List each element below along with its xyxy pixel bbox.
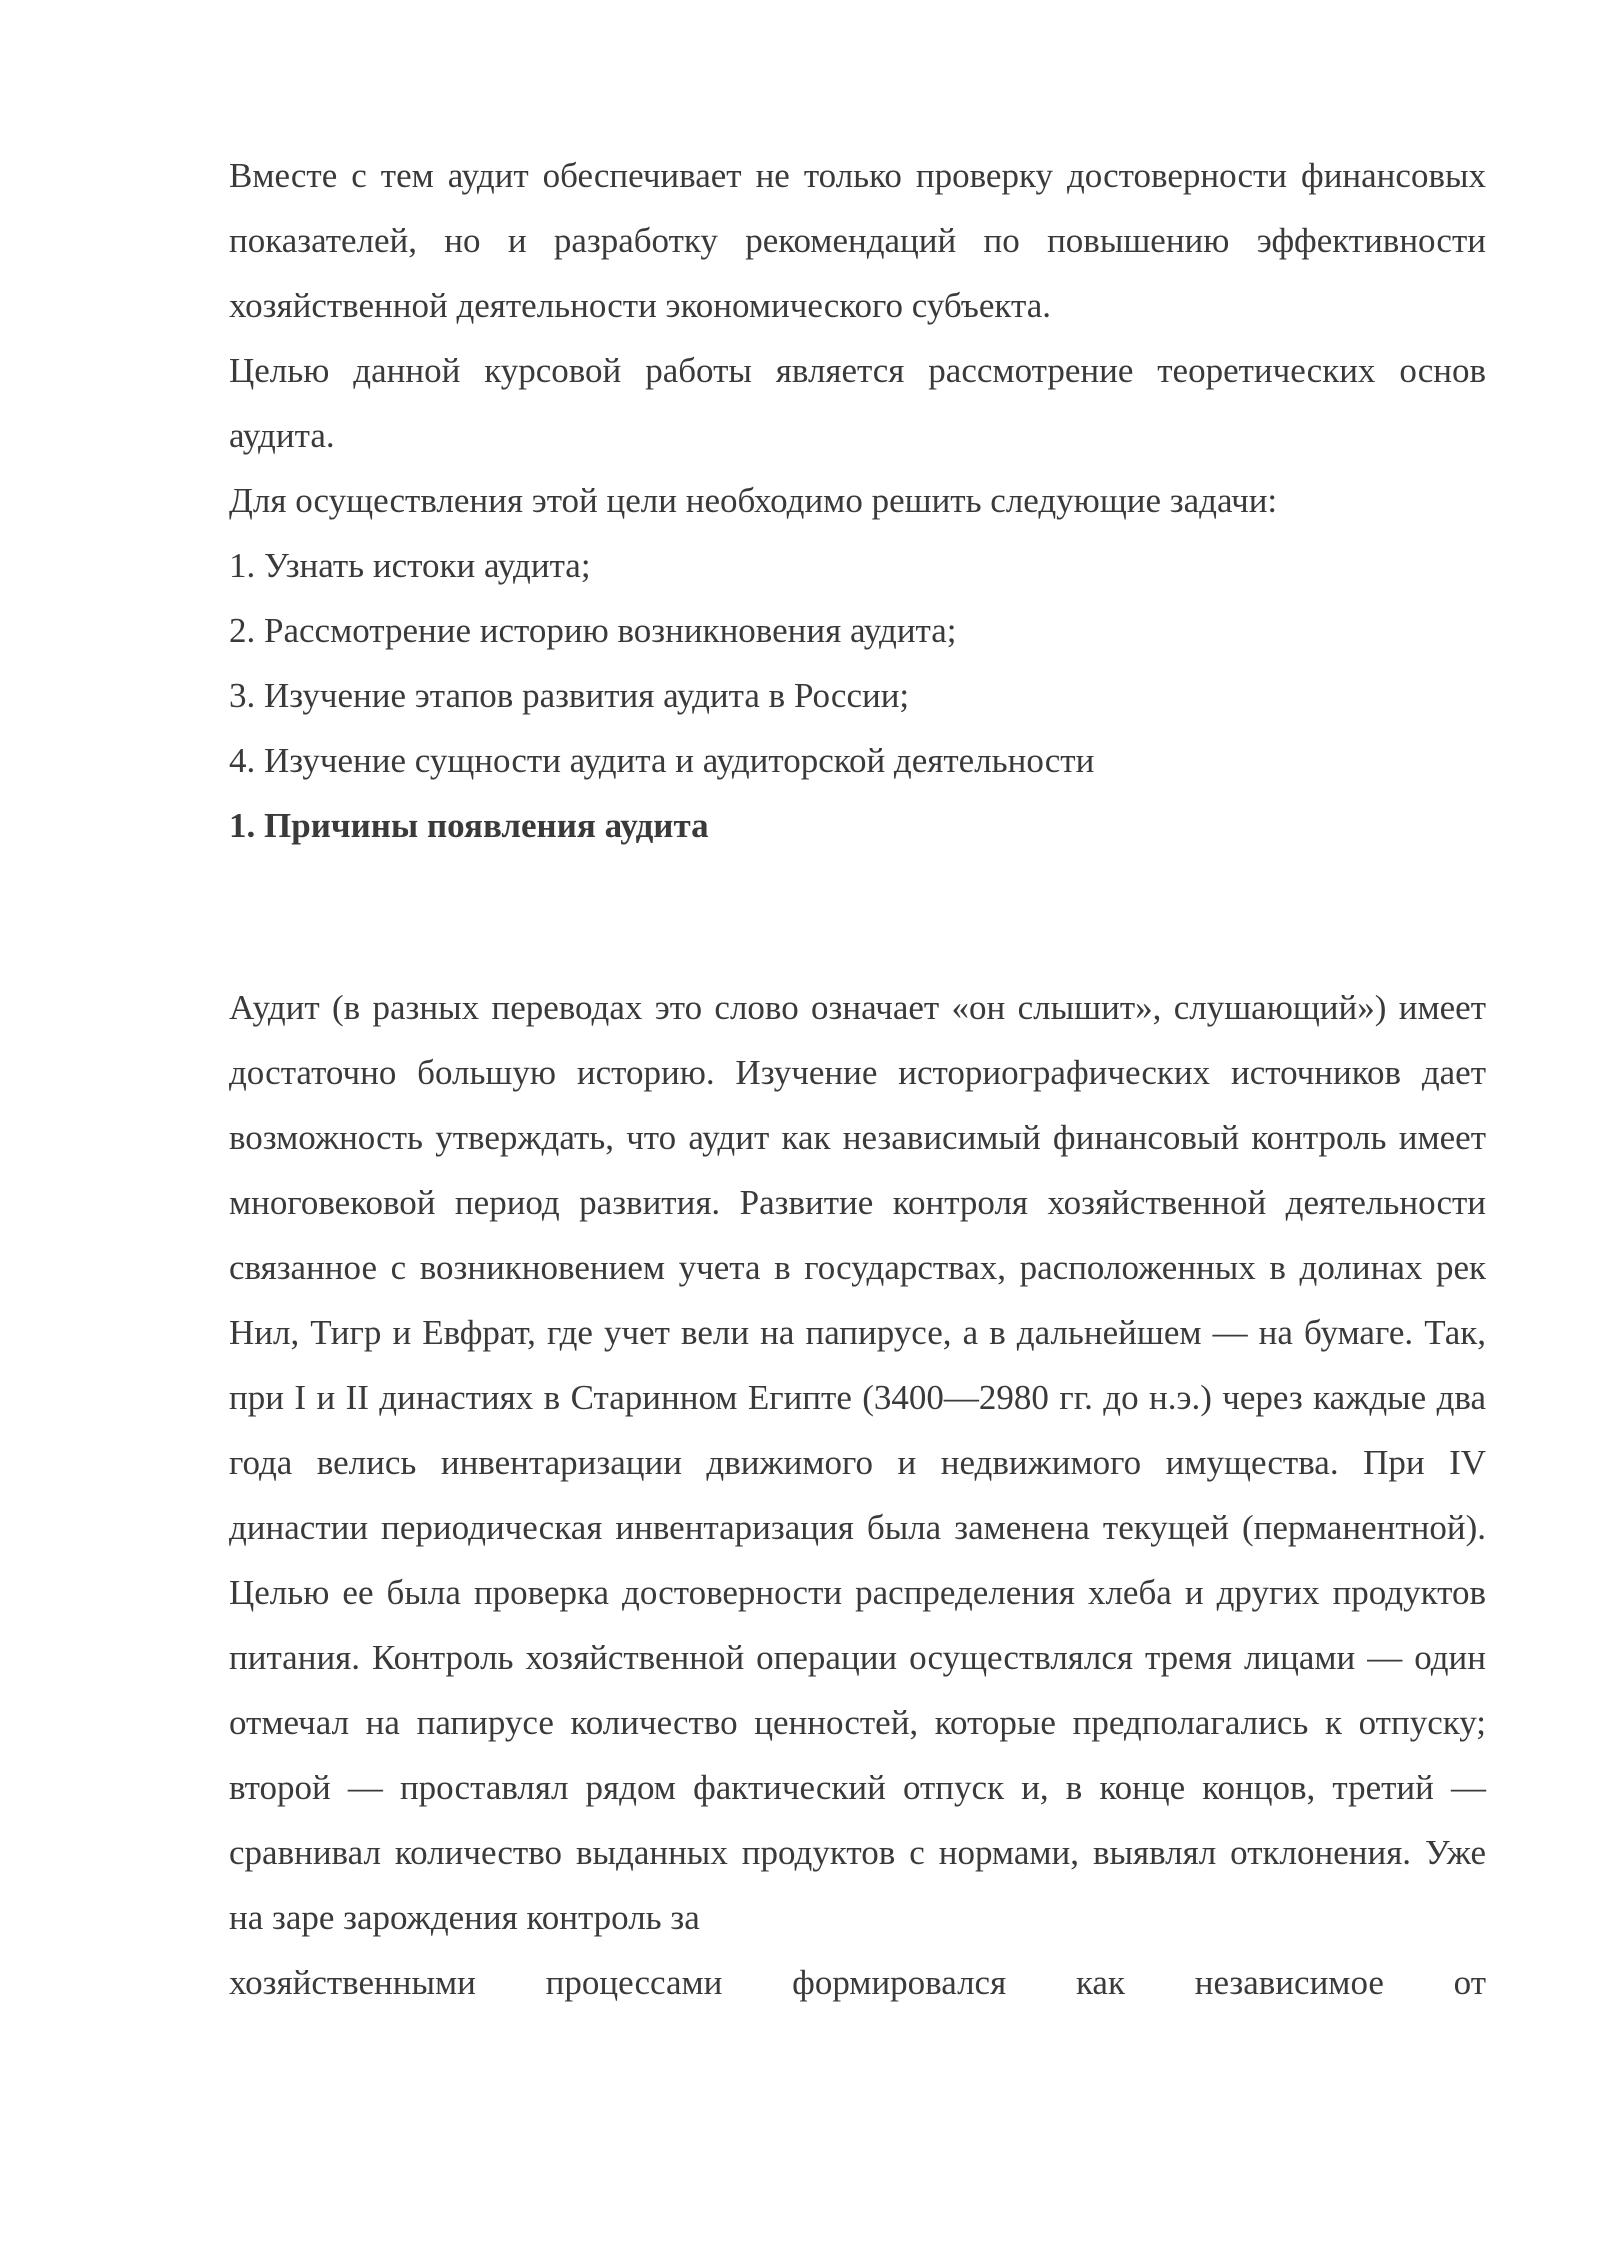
- task-item-2: 2. Рассмотрение историю возникновения аудита;: [229, 611, 957, 650]
- final-word-6: от: [1453, 1963, 1486, 2002]
- task-item-1: 1. Узнать истоки аудита;: [229, 546, 591, 585]
- body-paragraph: Аудит (в разных переводах это слово означает «он слышит», слушающий») имеет достаточно большую историю. Изучение историографических источников дает возможность утверждать, что аудит как независимый финансовый контроль имеет многовековой период развития. Развитие контроля хозяйственной деятельности связанное с возникновением учета в государствах, расположенных в долинах рек Нил, Тигр и Евфрат, где учет вели на папирусе, а в дальнейшем — на бумаге. Так, при I и II династиях в Старинном Египте (3400—2980 гг. до н.э.) через каждые два года велись инвентаризации движимого и недвижимого имущества. При IV династии периодическая инвентаризация была заменена текущей (перманентной). Целью ее была проверка достоверности распределения хлеба и других продуктов питания. Контроль хозяйственной операции осуществлялся тремя лицами — один отмечал на папирусе количество ценностей, которые предполагались к отпуску; второй — проставлял рядом фактический отпуск и, в конце концов, третий — сравнивал количество выданных продуктов с нормами, выявлял отклонения. Уже на заре зарождения контроль за: [229, 988, 1486, 1937]
- section-heading: 1. Причины появления аудита: [229, 806, 709, 845]
- intro-paragraph: Вместе с тем аудит обеспечивает не только проверку достоверности финансовых показателей, но и разработку рекомендаций по повышению эффективности хозяйственной деятельности экономического субъекта.: [229, 156, 1486, 325]
- final-word-2: процессами: [545, 1963, 723, 2002]
- task-item-3: 3. Изучение этапов развития аудита в России;: [229, 676, 910, 715]
- tasks-intro: Для осуществления этой цели необходимо решить следующие задачи:: [229, 481, 1278, 520]
- final-word-5: независимое: [1194, 1963, 1384, 2002]
- task-item-4: 4. Изучение сущности аудита и аудиторской деятельности: [229, 741, 1095, 780]
- body-paragraph-last-line: [229, 1950, 1486, 2015]
- document-content: [229, 143, 1486, 2015]
- final-word-4: как: [1075, 1963, 1125, 2002]
- goal-paragraph: Целью данной курсовой работы является рассмотрение теоретических основ аудита.: [229, 351, 1486, 455]
- final-word-1: хозяйственными: [229, 1963, 476, 2002]
- final-word-3: формировался: [792, 1963, 1007, 2002]
- section-spacer: [229, 858, 1486, 975]
